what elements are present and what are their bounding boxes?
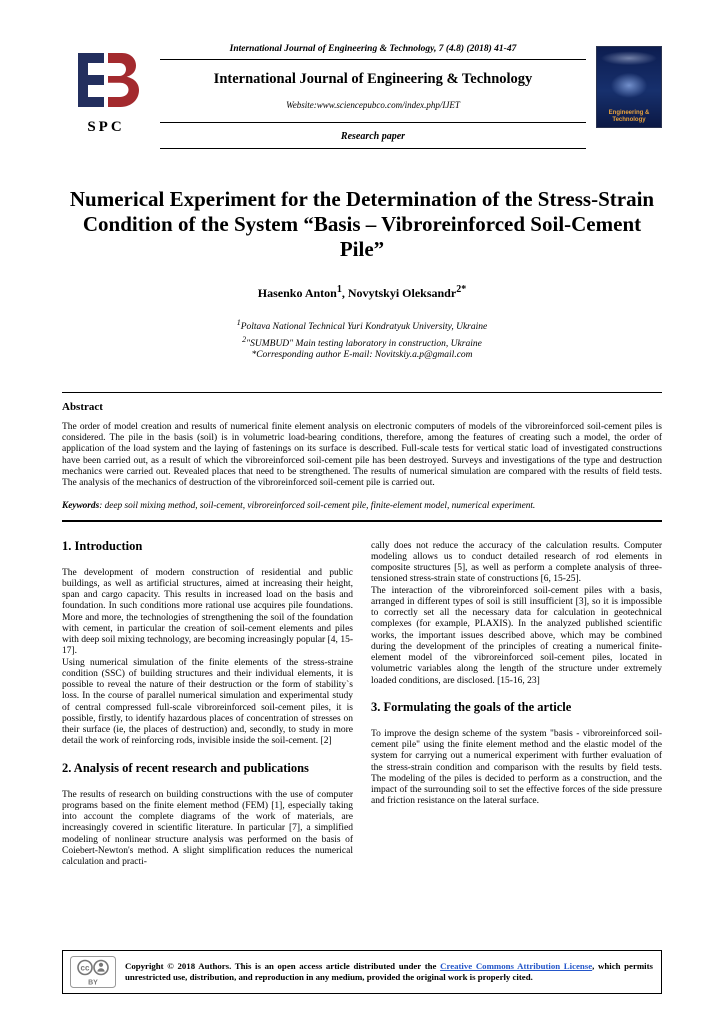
section-2-paragraph-2: The interaction of the vibroreinforced soil-cement piles with a basis, arranged in different types of soil is still insufficient [3], so it is impossible to correctly set all the necessary data for calculation in geotechnical complexes (for example, PLAXIS). In the analyzed published scientific works, the important issues described above, which may be combined during the development of the principles of creating a numerical finite-element model of the vibroreinforced soil-cement piles, located in volumetric variables along the length of the structure under extremely loaded conditions, are disclosed. [15-16, 23] [371,585,662,686]
paper-type-banner [160,122,586,149]
section-2-paragraph-continued: cally does not reduce the accuracy of the calculation results. Computer modeling allows us to conduct detailed research of rod elements in composite structures [5], as well as perform a complete analysis of three-tensioned stress-strain state of constructions [6, 15-25]. [371,540,662,585]
keywords-label: Keywords [62,500,100,511]
journal-masthead [150,44,596,149]
left-column [62,536,353,869]
affiliation-1-text: Poltava National Technical Yuri Kondratyuk University, Ukraine [240,322,488,333]
affiliation-1 [62,317,662,334]
abstract-heading: Abstract [62,400,103,413]
authors-line [62,284,662,301]
svg-text:BY: BY [88,979,98,987]
keywords-line [62,501,662,511]
cc-by-badge-icon [70,956,116,988]
section-3-heading: 3. Formulating the goals of the article [371,699,572,714]
affiliation-2-mark: 2 [242,334,247,344]
article-title: Numerical Experiment for the Determination of the Stress-Strain Condition of the System “Basis – Vibroreinforced Soil-Cement Pile” [69,187,655,261]
corresponding-author-email-link[interactable]: *Corresponding author E-mail: Novitskiy.a.p@gmail.com [251,350,473,361]
section-2-paragraph-1: The results of research on building constructions with the use of computer programs based on the finite element method (FEM) [1], especially taking into account the complete diagrams of the work of materials, are increasingly covered in scientific literature. In particular [7], a simplified modeling of nonlinear structure analysis was performed on the basis of Coiebert-Newton's method. A slight simplification reduces the numerical calculation and practi- [62,789,353,868]
abstract-text: The order of model creation and results of numerical finite element analysis on electronic computers of models of the vibroreinforced soil-cement piles is considered. The pile in the basis (soil) is in volumetric load-bearing conditions, therefore, among the features of creating such a model, the order of application of the load system and the laying of fastenings on its surface is described. Full-scale tests for vertical static load of investigated constructions have been carried out, as a result of which the vibroreinforced soil-cement pile has been destroyed. Surveys and investigations of the type and destruction mechanics were carried out. Revealed places that need to be strengthened. The results of numerical simulation are compared with the results of field tests. The analysis of the mechanics of destruction of the vibroreinforced soil-cement pile is carried out. [62,421,662,489]
keywords-separator: : [99,500,105,511]
cc-license-link[interactable]: Creative Commons Attribution License [440,961,593,971]
affiliation-1-mark: 1 [236,318,241,327]
author-2-affiliation-mark: 2* [456,284,467,295]
paper-type-label: Research paper [340,131,406,142]
journal-cover-art [596,46,662,128]
copyright-text [125,961,653,983]
affiliation-2 [62,334,662,351]
article-body [62,536,662,869]
journal-citation: International Journal of Engineering & Technology, 7 (4.8) (2018) 41-47 [160,44,586,60]
author-1-affiliation-mark: 1 [336,284,342,295]
right-column [371,536,662,869]
abstract-top-rule [62,392,662,393]
copyright-footer [62,950,662,994]
section-1-heading: 1. Introduction [62,538,143,553]
author-2-name: Novytskyi Oleksandr [347,286,457,300]
copyright-text-before: Copyright © 2018 Authors. This is an open access article distributed under the [125,961,441,971]
journal-title: International Journal of Engineering & Technology [213,71,533,87]
journal-cover-caption: Engineering & Technology [608,110,650,123]
journal-website-link[interactable]: Website:www.sciencepubco.com/index.php/IJET [286,100,460,110]
publisher-logo [62,44,150,136]
abstract-bottom-rule [62,520,662,522]
section-1-paragraph-2: Using numerical simulation of the finite elements of the stress-straine condition (SSC) of building structures and their individual elements, it is possible to reveal the nature of their destruction or the form of stability`s loss. In the course of parallel numerical simulation and experimental study of central compressed full-scale vibroreinforced soil-cement piles, it is possible, firstly, to identify hazardous places of concentration of stresses on their surface (ie, the places of destruction) and, secondly, to study in more detail the work of reinforcing rods, invisible inside the soil-cement. [2] [62,657,353,747]
author-1-name: Hasenko Anton [257,286,337,300]
journal-cover-thumbnail [596,46,662,128]
authors-separator: , [341,286,348,300]
section-1-paragraph-1: The development of modern construction of residential and public buildings, as well as artificial structures, aimed at increasing their height, span and cargo capacity. This results in increased load on the basis and foundation. In such conditions more rational use acquires pile foundations. More and more, the technologies of strengthening the soil of the foundation with cement, in particular the creation of soil-cement elements and piles with deep soil mixing technology, are becoming increasingly popular [4, 15-17]. [62,567,353,657]
section-2-heading: 2. Analysis of recent research and publications [62,760,309,775]
corresponding-author-line [62,350,662,362]
affiliation-2-text: "SUMBUD" Main testing laboratory in construction, Ukraine [246,338,482,349]
keywords-text: deep soil mixing method, soil-cement, vibroreinforced soil-cement pile, finite-element model, numerical experiment. [104,500,536,511]
copyright-text-after: , which permits unrestricted use, distribution, and reproduction in any medium, provided the original work is properly cited. [125,961,653,982]
spc-logo-icon [70,50,142,112]
journal-header [62,44,662,149]
publisher-logo-text: SPC [87,119,125,135]
affiliations-block [62,317,662,362]
svg-text:cc: cc [80,963,90,973]
section-3-paragraph-1: To improve the design scheme of the system "basis - vibroreinforced soil-cement pile" using the finite element method and the elastic model of the system for carrying out a numerical experiment with further evaluation of the stress-strain condition and comparison with the results by field tests. The modeling of the piles is decided to perform as a construction, and the impact of the surrounding soil to set the effective forces of the side pressure and friction resistance on the lateral surface. [371,728,662,807]
